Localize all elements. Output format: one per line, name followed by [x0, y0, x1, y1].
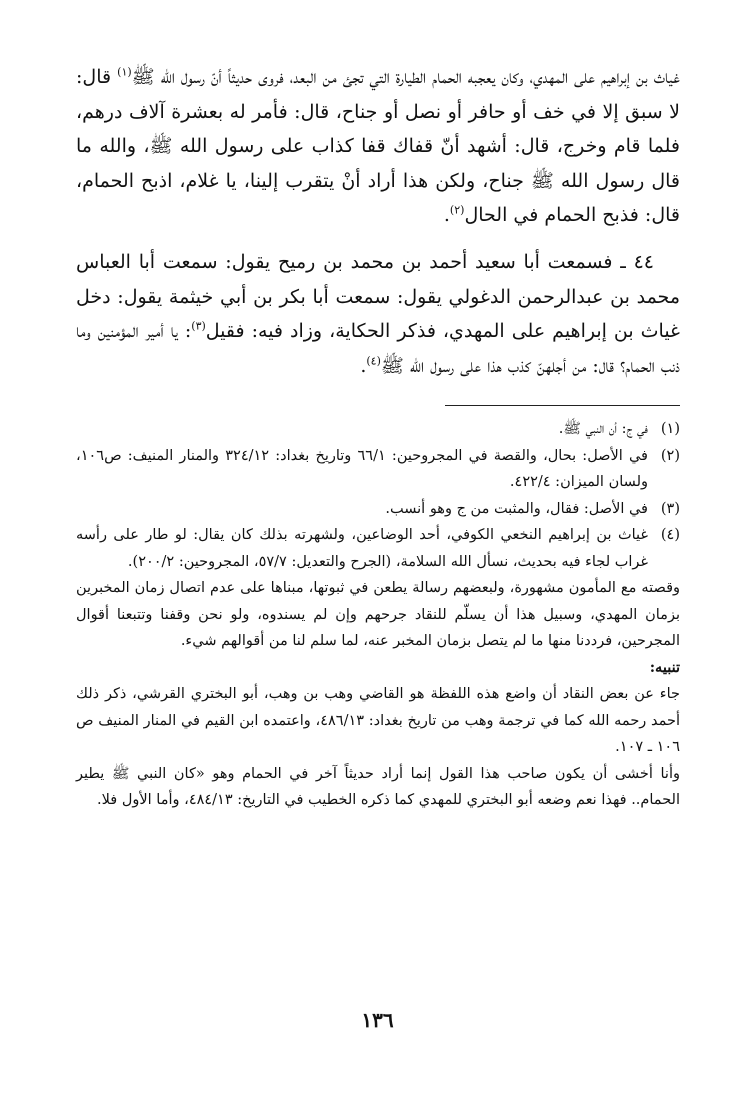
- footnote-ref-2: (٢): [449, 204, 465, 218]
- footnote-separator: [445, 405, 680, 406]
- paragraph-1: [76, 60, 680, 233]
- footnote-ref-4: (٤): [366, 354, 381, 368]
- book-page: [76, 60, 680, 814]
- paragraph-2: [76, 245, 680, 383]
- commentary-paragraph-2: جاء عن بعض النقاد أن واضع هذه اللفظة هو القاضي وهب بن وهب، أبو البختري القرشي، ذكر ذلك أحمد رحمه الله كما في ترجمة وهب من تاريخ بغداد: ٤٨٦/١٣، واعتمده ابن القيم في المنار المنيف ص ١٠٦ ـ ١٠٧.: [76, 686, 681, 756]
- paragraph-2-end: .: [360, 354, 367, 377]
- commentary-paragraph-3: وأنا أخشى أن يكون صاحب هذا القول إنما أراد حديثاً آخر في الحمام وهو «كان النبي ﷺ يطير الحمام.. فهذا نعم وضعه أبو البختري للمهدي كما ذكره الخطيب في التاريخ: ٤٨٤/١٣، وأما الأول فلا.: [76, 765, 680, 809]
- footnote-number: (٤): [660, 527, 680, 544]
- footnote-ref-3: (٣): [191, 319, 206, 333]
- footnote-text: في الأصل: فقال، والمثبت من ج وهو أنسب.: [385, 500, 648, 517]
- footnote-text: غياث بن إبراهيم النخعي الكوفي، أحد الوضاعين، ولشهرته بذلك كان يقال: لو طار على رأسه غراب لجاء فيه بحديث، نسأل الله السلامة، (الجرح والتعديل: ٥٧/٧، المجروحين: ٢٠٠/٢).: [76, 527, 648, 570]
- page-number: ١٣٦: [361, 1008, 394, 1032]
- footnote-4: [76, 522, 680, 575]
- footnote-number: (٣): [660, 500, 680, 517]
- paragraph-2-text-b: : يا أمير المؤمنين وما ذنب الحمام؟ قال: من أجلهنّ كذب هذا على رسول الله ﷺ: [76, 320, 680, 377]
- notice-heading: تنبيه:: [649, 658, 680, 676]
- commentary-paragraph-1: وقصته مع المأمون مشهورة، ولبعضهم رسالة يطعن في ثبوتها، مبناها على عدم اتصال زمان المخبرين بزمان المهدي، وسبيل هذا أن يسلّم للنقاد جرحهم وإن لم يسندوه، ولو نحن وقفنا وتتبعنا أقوال المجرحين، فرددنا منها ما لم يتصل بزمان المخبر عنه، لما سلم لنا من أقوالهم شيء.: [76, 580, 680, 650]
- footnote-1: [76, 416, 680, 443]
- main-text: [76, 60, 680, 383]
- paragraph-1-text-b: قال: لا سبق إلا في خف أو حافر أو نصل أو جناح، قال: فأمر له بعشرة آلاف درهم، فلما قام وخرج، قال: أشهد أنّ قفاك قفا كذاب على رسول الله ﷺ، والله ما قال رسول الله ﷺ جناح، ولكن هذا أراد أنْ يتقرب إلينا، يا غلام، اذبح الحمام، قال: فذبح الحمام في الحال: [76, 66, 680, 227]
- footnote-text: في الأصل: بحال، والقصة في المجروحين: ٦٦/١ وتاريخ بغداد: ٣٢٤/١٢ والمنار المنيف: ص١٠٦، ولسان الميزان: ٤٢٢/٤.: [76, 447, 648, 491]
- footnotes: [76, 416, 680, 575]
- footnote-text: في ج: أن النبي ﷺ.: [558, 421, 648, 438]
- paragraph-1-text-a: غياث بن إبراهيم على المهدي، وكان يعجبه الحمام الطيارة التي تجئ من البعد، فروى حديثاً أنّ رسول الله ﷺ: [131, 66, 680, 88]
- footnote-3: [76, 496, 680, 523]
- footnote-commentary: [76, 575, 680, 814]
- footnote-ref-1: (١): [117, 65, 132, 79]
- paragraph-1-end: .: [443, 204, 450, 227]
- paragraph-2-text-a: ٤٤ ـ فسمعت أبا سعيد أحمد بن محمد بن رميح يقول: سمعت أبا العباس محمد بن عبدالرحمن الدغولي يقول: سمعت أبا بكر بن أبي خيثمة يقول: دخل غياث بن إبراهيم على المهدي، فذكر الحكاية، وزاد فيه: فقيل: [76, 250, 680, 343]
- footnote-number: (١): [660, 421, 680, 438]
- footnote-number: (٢): [660, 447, 680, 464]
- footnote-2: [76, 443, 680, 496]
